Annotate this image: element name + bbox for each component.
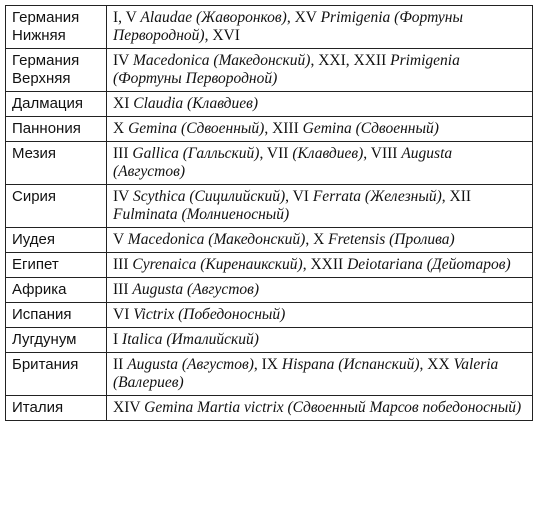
legions-cell: X Gemina (Сдвоенный), XIII Gemina (Сдвоенный) <box>107 117 533 142</box>
legion-name: Fretensis (Пролива) <box>328 231 455 248</box>
legion-name: Claudia (Клавдиев) <box>133 95 259 112</box>
legion-name: Macedonica (Македонский) <box>132 52 311 69</box>
legion-name: Italica (Италийский) <box>122 331 259 348</box>
table-row <box>6 6 533 49</box>
region-cell: Египет <box>6 253 107 278</box>
legion-name: Alaudae (Жаворонков) <box>140 9 287 26</box>
region-cell: Германия Верхняя <box>6 49 107 92</box>
legion-name: Fulminata (Молниеносный) <box>113 206 290 223</box>
legions-cell: I Italica (Италийский) <box>107 328 533 353</box>
table-row <box>6 253 533 278</box>
table-row <box>6 117 533 142</box>
legion-name: Augusta (Августов) <box>127 356 254 373</box>
legion-name: Gemina (Сдвоенный) <box>302 120 439 137</box>
region-cell: Мезия <box>6 142 107 185</box>
region-cell: Италия <box>6 396 107 421</box>
legion-name: Victrix (Победоносный) <box>133 306 286 323</box>
legions-cell: II Augusta (Августов), IX Hispana (Испанский), XX Valeria (Валериев) <box>107 353 533 396</box>
region-cell: Лугдунум <box>6 328 107 353</box>
legion-name: Cyrenaica (Киренаикский) <box>132 256 303 273</box>
legion-name: Macedonica (Македонский) <box>127 231 306 248</box>
legions-table <box>5 5 533 421</box>
table-row <box>6 396 533 421</box>
legion-name: Gemina (Сдвоенный) <box>128 120 265 137</box>
table-row <box>6 142 533 185</box>
legion-name: Ferrata (Железный) <box>312 188 442 205</box>
table-row <box>6 353 533 396</box>
legion-name: (Клавдиев) <box>292 145 364 162</box>
legion-name: Augusta (Августов) <box>132 281 260 298</box>
legions-cell: IV Macedonica (Македонский), XXI, XXII Primigenia (Фортуны Первородной) <box>107 49 533 92</box>
legion-name: Gallica (Галльский) <box>132 145 260 162</box>
region-cell: Далмация <box>6 92 107 117</box>
table-row <box>6 278 533 303</box>
legion-name: Primigenia (Фортуны Первородной) <box>113 9 463 44</box>
table-row <box>6 49 533 92</box>
legions-table-body <box>6 6 533 421</box>
legions-cell: I, V Alaudae (Жаворонков), XV Primigenia (Фортуны Первородной), XVI <box>107 6 533 49</box>
legions-cell: XIV Gemina Martia victrix (Сдвоенный Марсов победоносный) <box>107 396 533 421</box>
table-row <box>6 185 533 228</box>
region-cell: Британия <box>6 353 107 396</box>
legion-name: Augusta (Августов) <box>113 145 453 180</box>
region-cell: Испания <box>6 303 107 328</box>
region-cell: Африка <box>6 278 107 303</box>
region-cell: Сирия <box>6 185 107 228</box>
legion-name: Primigenia (Фортуны Первородной) <box>113 52 460 87</box>
region-cell: Иудея <box>6 228 107 253</box>
table-row <box>6 303 533 328</box>
legion-name: Scythica (Сицилийский) <box>132 188 286 205</box>
table-row <box>6 328 533 353</box>
table-row <box>6 228 533 253</box>
legion-name: Gemina Martia victrix (Сдвоенный Марсов победоносный) <box>144 399 522 416</box>
region-cell: Германия Нижняя <box>6 6 107 49</box>
legions-cell: VI Victrix (Победоносный) <box>107 303 533 328</box>
region-cell: Паннония <box>6 117 107 142</box>
legions-cell: V Macedonica (Македонский), X Fretensis (Пролива) <box>107 228 533 253</box>
legions-cell: IV Scythica (Сицилийский), VI Ferrata (Железный), XII Fulminata (Молниеносный) <box>107 185 533 228</box>
legion-name: Deiotariana (Дейотаров) <box>347 256 511 273</box>
legions-cell: III Cyrenaica (Киренаикский), XXII Deiotariana (Дейотаров) <box>107 253 533 278</box>
legions-cell: XI Claudia (Клавдиев) <box>107 92 533 117</box>
table-row <box>6 92 533 117</box>
legion-name: Valeria (Валериев) <box>113 356 499 391</box>
legions-cell: III Gallica (Галльский), VII (Клавдиев), VIII Augusta (Августов) <box>107 142 533 185</box>
legions-cell: III Augusta (Августов) <box>107 278 533 303</box>
legion-name: Hispana (Испанский) <box>281 356 420 373</box>
